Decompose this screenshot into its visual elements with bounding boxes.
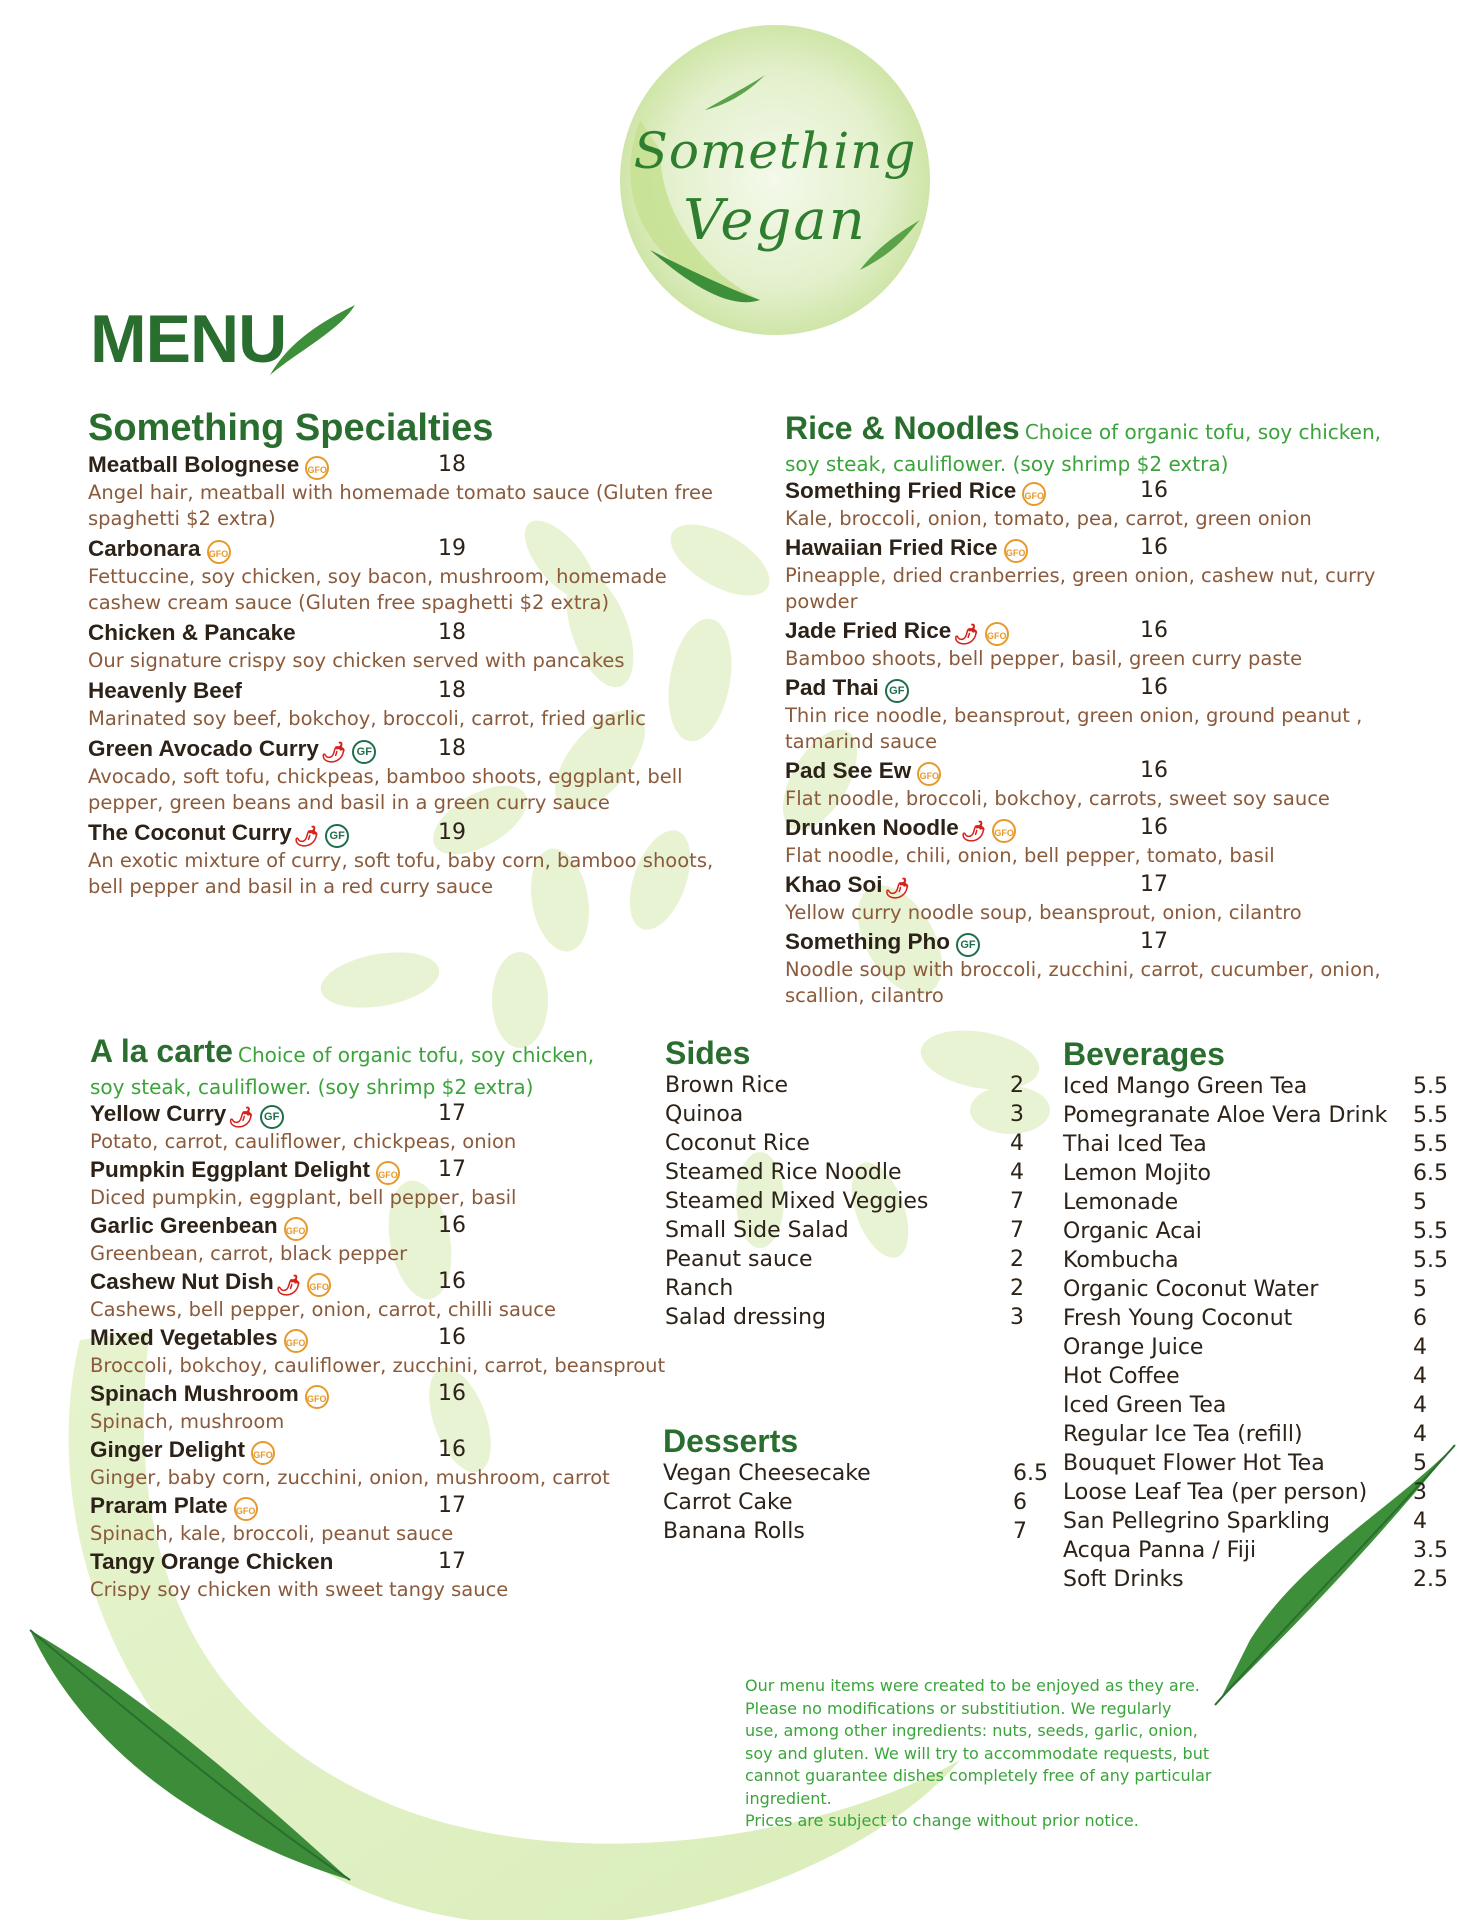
list-item: [665, 1100, 1030, 1129]
menu-item-description: Marinated soy beef, bokchoy, broccoli, carrot, fried garlic: [88, 707, 646, 730]
list-item: [1063, 1333, 1453, 1362]
list-item: [665, 1187, 1030, 1216]
list-item-name: Carrot Cake: [663, 1490, 793, 1515]
specialties-section: [88, 406, 728, 902]
chili-pepper-icon: 🌶: [228, 1104, 254, 1129]
menu-item: [785, 870, 1425, 926]
list-item: [663, 1488, 1043, 1517]
menu-item-price: 19: [438, 536, 466, 561]
chili-pepper-icon: 🌶: [320, 739, 347, 764]
gfo-badge-icon: GFO: [284, 1329, 308, 1353]
menu-item-description: Spinach, kale, broccoli, peanut sauce: [90, 1522, 454, 1545]
list-item-price: 7: [1010, 1218, 1024, 1243]
footnote-line: Please no modifications or substitiution. We regularly: [745, 1698, 1172, 1718]
beverages-title: Beverages: [1063, 1036, 1225, 1072]
rice-noodles-title: Rice & Noodles: [785, 410, 1020, 446]
menu-item: [88, 450, 728, 532]
menu-item: [785, 927, 1425, 1009]
list-item-name: Organic Coconut Water: [1063, 1277, 1319, 1302]
list-item: [665, 1158, 1030, 1187]
gfo-badge-icon: GFO: [917, 762, 941, 786]
list-item-name: Loose Leaf Tea (per person): [1063, 1480, 1368, 1505]
menu-item-price: 17: [438, 1157, 466, 1182]
list-item: [665, 1216, 1030, 1245]
list-item-price: 2: [1010, 1247, 1024, 1272]
chili-pepper-icon: 🌶: [953, 621, 979, 646]
footnote-line: Prices are subject to change without prior notice.: [745, 1811, 1139, 1830]
menu-item-description: Yellow curry noodle soup, beansprout, onion, cilantro: [785, 901, 1302, 924]
menu-item-price: 16: [1140, 815, 1168, 840]
menu-item-name: Drunken Noodle: [785, 815, 959, 840]
list-item-price: 5.5: [1413, 1132, 1448, 1157]
list-item-price: 2: [1010, 1073, 1024, 1098]
list-item: [1063, 1449, 1453, 1478]
chili-pepper-icon: 🌶: [293, 823, 320, 848]
menu-item-price: 16: [438, 1213, 466, 1238]
menu-item-price: 16: [1140, 675, 1168, 700]
footnote-line: cannot guarantee dishes completely free of any particular: [745, 1766, 1212, 1785]
gfo-badge-icon: GFO: [305, 456, 329, 480]
gfo-badge-icon: GFO: [305, 1385, 329, 1409]
sides-section: [665, 1035, 1030, 1332]
gfo-badge-icon: GFO: [992, 819, 1016, 843]
alacarte-note-2: soy steak, cauliflower. (soy shrimp $2 extra): [90, 1075, 534, 1099]
menu-item-description: Cashews, bell pepper, onion, carrot, chilli sauce: [90, 1298, 556, 1321]
list-item-name: Pomegranate Aloe Vera Drink: [1063, 1103, 1388, 1128]
list-item-name: Acqua Panna / Fiji: [1063, 1538, 1257, 1563]
list-item-price: 6.5: [1013, 1461, 1048, 1486]
list-item: [665, 1129, 1030, 1158]
menu-item-price: 18: [438, 620, 466, 645]
menu-item: [90, 1435, 710, 1491]
list-item-price: 2: [1010, 1276, 1024, 1301]
list-item-price: 3: [1010, 1102, 1024, 1127]
menu-item-description: An exotic mixture of curry, soft tofu, baby corn, bamboo shoots, bell pepper and basil in a red curry sauce: [88, 849, 714, 898]
list-item: [665, 1274, 1030, 1303]
menu-item-name: Yellow Curry: [90, 1101, 227, 1126]
menu-item-description: Noodle soup with broccoli, zucchini, carrot, cucumber, onion, scallion, cilantro: [785, 958, 1381, 1007]
gf-badge-icon: GF: [352, 740, 376, 764]
alacarte-list: [90, 1099, 710, 1603]
menu-item-price: 18: [438, 678, 466, 703]
menu-item-name: Jade Fried Rice: [785, 618, 952, 643]
menu-item-name: Praram Plate: [90, 1493, 228, 1518]
rice-noodles-list: [785, 476, 1425, 1009]
menu-item-name: Meatball Bolognese: [88, 452, 300, 477]
gf-badge-icon: GF: [325, 824, 349, 848]
list-item: [663, 1517, 1043, 1546]
list-item-name: Banana Rolls: [663, 1519, 805, 1544]
gfo-badge-icon: GFO: [1004, 539, 1028, 563]
menu-item: [88, 534, 728, 616]
list-item: [1063, 1478, 1453, 1507]
menu-item-price: 17: [438, 1549, 466, 1574]
list-item-name: Orange Juice: [1063, 1335, 1204, 1360]
footnote-line: use, among other ingredients: nuts, seeds, garlic, onion,: [745, 1721, 1198, 1740]
list-item: [1063, 1188, 1453, 1217]
list-item: [665, 1303, 1030, 1332]
gf-badge-icon: GF: [885, 679, 909, 703]
list-item: [663, 1459, 1048, 1488]
gfo-badge-icon: GFO: [251, 1441, 275, 1465]
gfo-badge-icon: GFO: [1022, 482, 1046, 506]
specialties-title: Something Specialties: [88, 407, 494, 449]
list-item-price: 4: [1413, 1335, 1427, 1360]
gfo-badge-icon: GFO: [985, 622, 1009, 646]
menu-item-description: Pineapple, dried cranberries, green onion, cashew nut, curry powder: [785, 564, 1376, 613]
list-item: [1063, 1072, 1453, 1101]
list-item-name: Fresh Young Coconut: [1063, 1306, 1293, 1331]
menu-item-name: Tangy Orange Chicken: [90, 1549, 334, 1574]
menu-item-name: Spinach Mushroom: [90, 1381, 299, 1406]
list-item-price: 5.5: [1413, 1248, 1448, 1273]
menu-item-name: Cashew Nut Dish: [90, 1269, 274, 1294]
list-item-name: Vegan Cheesecake: [663, 1461, 871, 1486]
list-item: [1063, 1159, 1453, 1188]
menu-item-price: 18: [438, 452, 466, 477]
gf-badge-icon: GF: [956, 933, 980, 957]
menu-item-name: Garlic Greenbean: [90, 1213, 278, 1238]
list-item-name: Regular Ice Tea (refill): [1063, 1422, 1303, 1447]
footnote-line: soy and gluten. We will try to accommodate requests, but: [745, 1743, 1210, 1763]
list-item-name: Iced Green Tea: [1063, 1393, 1227, 1418]
list-item-price: 6: [1013, 1490, 1027, 1515]
list-item: [1063, 1101, 1453, 1130]
desserts-list: [663, 1459, 1048, 1546]
menu-item-price: 16: [1140, 478, 1168, 503]
menu-item: [785, 476, 1425, 532]
gfo-badge-icon: GFO: [234, 1497, 258, 1521]
menu-item: [88, 818, 728, 900]
beverages-list: [1063, 1072, 1453, 1594]
menu-item: [90, 1211, 710, 1267]
menu-item-price: 17: [1140, 929, 1168, 954]
list-item-price: 4: [1413, 1364, 1427, 1389]
menu-item-price: 18: [438, 736, 466, 761]
menu-item-price: 17: [438, 1101, 466, 1126]
list-item-price: 4: [1413, 1422, 1427, 1447]
list-item-name: Iced Mango Green Tea: [1063, 1074, 1308, 1099]
menu-item-name: Something Pho: [785, 929, 950, 954]
list-item-name: Soft Drinks: [1063, 1567, 1184, 1592]
list-item-price: 5.5: [1413, 1103, 1448, 1128]
footnote-line: Our menu items were created to be enjoyed as they are.: [745, 1676, 1200, 1695]
menu-item: [88, 676, 728, 732]
logo-line-1: Something: [633, 122, 917, 180]
list-item: [1063, 1362, 1453, 1391]
alacarte-title: A la carte: [90, 1033, 233, 1069]
menu-item-price: 16: [438, 1381, 466, 1406]
menu-item-description: Ginger, baby corn, zucchini, onion, mushroom, carrot: [90, 1466, 610, 1489]
list-item-price: 5.5: [1413, 1074, 1448, 1099]
menu-item-name: Mixed Vegetables: [90, 1325, 278, 1350]
menu-item-description: Avocado, soft tofu, chickpeas, bamboo shoots, eggplant, bell pepper, green beans and basil in a green curry sauce: [88, 765, 683, 814]
list-item-name: Quinoa: [665, 1102, 744, 1127]
menu-item: [90, 1491, 710, 1547]
menu-item-name: Pad See Ew: [785, 758, 912, 783]
gfo-badge-icon: GFO: [376, 1161, 400, 1185]
menu-item: [90, 1155, 710, 1211]
menu-item-name: Heavenly Beef: [88, 678, 242, 703]
list-item-price: 7: [1013, 1519, 1027, 1544]
list-item-price: 3: [1010, 1305, 1024, 1330]
sides-title: Sides: [665, 1035, 751, 1071]
list-item-name: Kombucha: [1063, 1248, 1179, 1273]
beverages-section: [1063, 1036, 1453, 1594]
list-item: [665, 1245, 1030, 1274]
menu-item-name: Pumpkin Eggplant Delight: [90, 1157, 370, 1182]
list-item: [1063, 1507, 1453, 1536]
rice-noodles-note-1: Choice of organic tofu, soy chicken,: [1024, 420, 1381, 444]
menu-item: [785, 673, 1425, 755]
gfo-badge-icon: GFO: [207, 540, 231, 564]
list-item: [1063, 1304, 1453, 1333]
menu-item-description: Angel hair, meatball with homemade tomato sauce (Gluten free spaghetti $2 extra): [88, 481, 713, 530]
menu-item: [90, 1547, 710, 1603]
menu-item-name: Green Avocado Curry: [88, 736, 319, 761]
menu-item-description: Our signature crispy soy chicken served with pancakes: [88, 649, 625, 672]
list-item: [1063, 1217, 1453, 1246]
menu-item-description: Kale, broccoli, onion, tomato, pea, carrot, green onion: [785, 507, 1312, 530]
list-item-price: 5: [1413, 1277, 1427, 1302]
menu-item: [90, 1379, 710, 1435]
list-item-price: 7: [1010, 1189, 1024, 1214]
desserts-title: Desserts: [663, 1423, 799, 1459]
menu-item-price: 17: [1140, 872, 1168, 897]
menu-item: [90, 1323, 710, 1379]
menu-item-name: Khao Soi: [785, 872, 883, 897]
menu-item: [785, 533, 1425, 615]
list-item-price: 5: [1413, 1451, 1427, 1476]
menu-item-price: 16: [438, 1325, 466, 1350]
menu-item-price: 16: [1140, 758, 1168, 783]
list-item: [1063, 1391, 1453, 1420]
menu-item-description: Bamboo shoots, bell pepper, basil, green curry paste: [785, 647, 1303, 670]
list-item-name: Steamed Rice Noodle: [665, 1160, 902, 1185]
list-item-price: 5: [1413, 1190, 1427, 1215]
list-item-price: 4: [1010, 1160, 1024, 1185]
chili-pepper-icon: 🌶: [960, 818, 987, 843]
menu-item-price: 17: [438, 1493, 466, 1518]
menu-item-name: Carbonara: [88, 536, 201, 561]
list-item-price: 2.5: [1413, 1567, 1448, 1592]
list-item-name: Ranch: [665, 1276, 734, 1301]
menu-item-description: Thin rice noodle, beansprout, green onion, ground peanut , tamarind sauce: [785, 704, 1363, 753]
list-item: [1063, 1536, 1453, 1565]
list-item-price: 3.5: [1413, 1538, 1448, 1563]
menu-item: [88, 734, 728, 816]
list-item-name: Peanut sauce: [665, 1247, 813, 1272]
chili-pepper-icon: 🌶: [275, 1272, 302, 1297]
menu-item: [90, 1267, 710, 1323]
list-item-name: Lemon Mojito: [1063, 1161, 1211, 1186]
menu-item-description: Crispy soy chicken with sweet tangy sauce: [90, 1578, 509, 1601]
menu-item: [88, 618, 728, 674]
list-item: [1063, 1130, 1453, 1159]
menu-item-description: Spinach, mushroom: [90, 1410, 285, 1433]
menu-item-price: 16: [1140, 618, 1168, 643]
list-item-name: Lemonade: [1063, 1190, 1179, 1215]
menu-item-name: Ginger Delight: [90, 1437, 246, 1462]
chili-pepper-icon: 🌶: [884, 875, 910, 900]
list-item-name: Thai Iced Tea: [1063, 1132, 1207, 1157]
footnote-line: ingredient.: [745, 1788, 832, 1808]
list-item-price: 6.5: [1413, 1161, 1448, 1186]
gf-badge-icon: GF: [260, 1105, 284, 1129]
list-item: [1063, 1246, 1453, 1275]
list-item-price: 6: [1413, 1306, 1427, 1331]
menu-item-description: Flat noodle, chili, onion, bell pepper, tomato, basil: [785, 844, 1275, 867]
menu-item-price: 19: [438, 820, 466, 845]
list-item-name: Coconut Rice: [665, 1131, 810, 1156]
list-item-price: 4: [1413, 1393, 1427, 1418]
list-item-price: 3: [1413, 1480, 1427, 1505]
menu-item-description: Broccoli, bokchoy, cauliflower, zucchini, carrot, beansprout: [90, 1354, 666, 1377]
list-item-name: Steamed Mixed Veggies: [665, 1189, 929, 1214]
desserts-section: [663, 1423, 1048, 1546]
menu-item-name: Pad Thai: [785, 675, 879, 700]
menu-item: [785, 756, 1425, 812]
menu-item-name: Hawaiian Fried Rice: [785, 535, 998, 560]
menu-item-price: 16: [438, 1437, 466, 1462]
menu-item-description: Flat noodle, broccoli, bokchoy, carrots, sweet soy sauce: [785, 787, 1330, 810]
menu-item: [785, 813, 1425, 869]
rice-noodles-note-2: soy steak, cauliflower. (soy shrimp $2 extra): [785, 452, 1229, 476]
menu-item-price: 16: [438, 1269, 466, 1294]
list-item-name: Bouquet Flower Hot Tea: [1063, 1451, 1325, 1476]
list-item-price: 4: [1010, 1131, 1024, 1156]
rice-noodles-section: [785, 410, 1425, 1010]
menu-item-name: Something Fried Rice: [785, 478, 1017, 503]
menu-item: [785, 616, 1425, 672]
list-item-name: Small Side Salad: [665, 1218, 849, 1243]
sides-list: [665, 1071, 1030, 1332]
menu-item-name: Chicken & Pancake: [88, 620, 296, 645]
alacarte-section: [90, 1033, 710, 1603]
list-item: [1063, 1565, 1453, 1594]
gfo-badge-icon: GFO: [284, 1217, 308, 1241]
list-item-name: Brown Rice: [665, 1073, 789, 1098]
list-item-name: Salad dressing: [665, 1305, 827, 1330]
menu-item-price: 16: [1140, 535, 1168, 560]
menu-item-name: The Coconut Curry: [88, 820, 292, 845]
menu-item-description: Diced pumpkin, eggplant, bell pepper, basil: [90, 1186, 517, 1209]
menu-item-description: Fettuccine, soy chicken, soy bacon, mushroom, homemade cashew cream sauce (Gluten free spaghetti $2 extra): [88, 565, 667, 614]
specialties-list: [88, 450, 728, 900]
list-item-price: 5.5: [1413, 1219, 1448, 1244]
list-item: [1063, 1275, 1453, 1304]
list-item-name: San Pellegrino Sparkling: [1063, 1509, 1331, 1534]
menu-heading: MENU: [90, 301, 287, 377]
alacarte-note-1: Choice of organic tofu, soy chicken,: [237, 1043, 595, 1067]
gfo-badge-icon: GFO: [307, 1273, 331, 1297]
list-item-name: Hot Coffee: [1063, 1364, 1180, 1389]
menu-item: [90, 1099, 710, 1155]
list-item-price: 4: [1413, 1509, 1427, 1534]
list-item: [1063, 1420, 1453, 1449]
footnote: [745, 1675, 1235, 1833]
list-item-name: Organic Acai: [1063, 1219, 1202, 1244]
logo-line-2: Vegan: [683, 188, 867, 253]
list-item: [665, 1071, 1030, 1100]
menu-item-description: Potato, carrot, cauliflower, chickpeas, onion: [90, 1130, 517, 1153]
menu-item-description: Greenbean, carrot, black pepper: [90, 1242, 408, 1265]
